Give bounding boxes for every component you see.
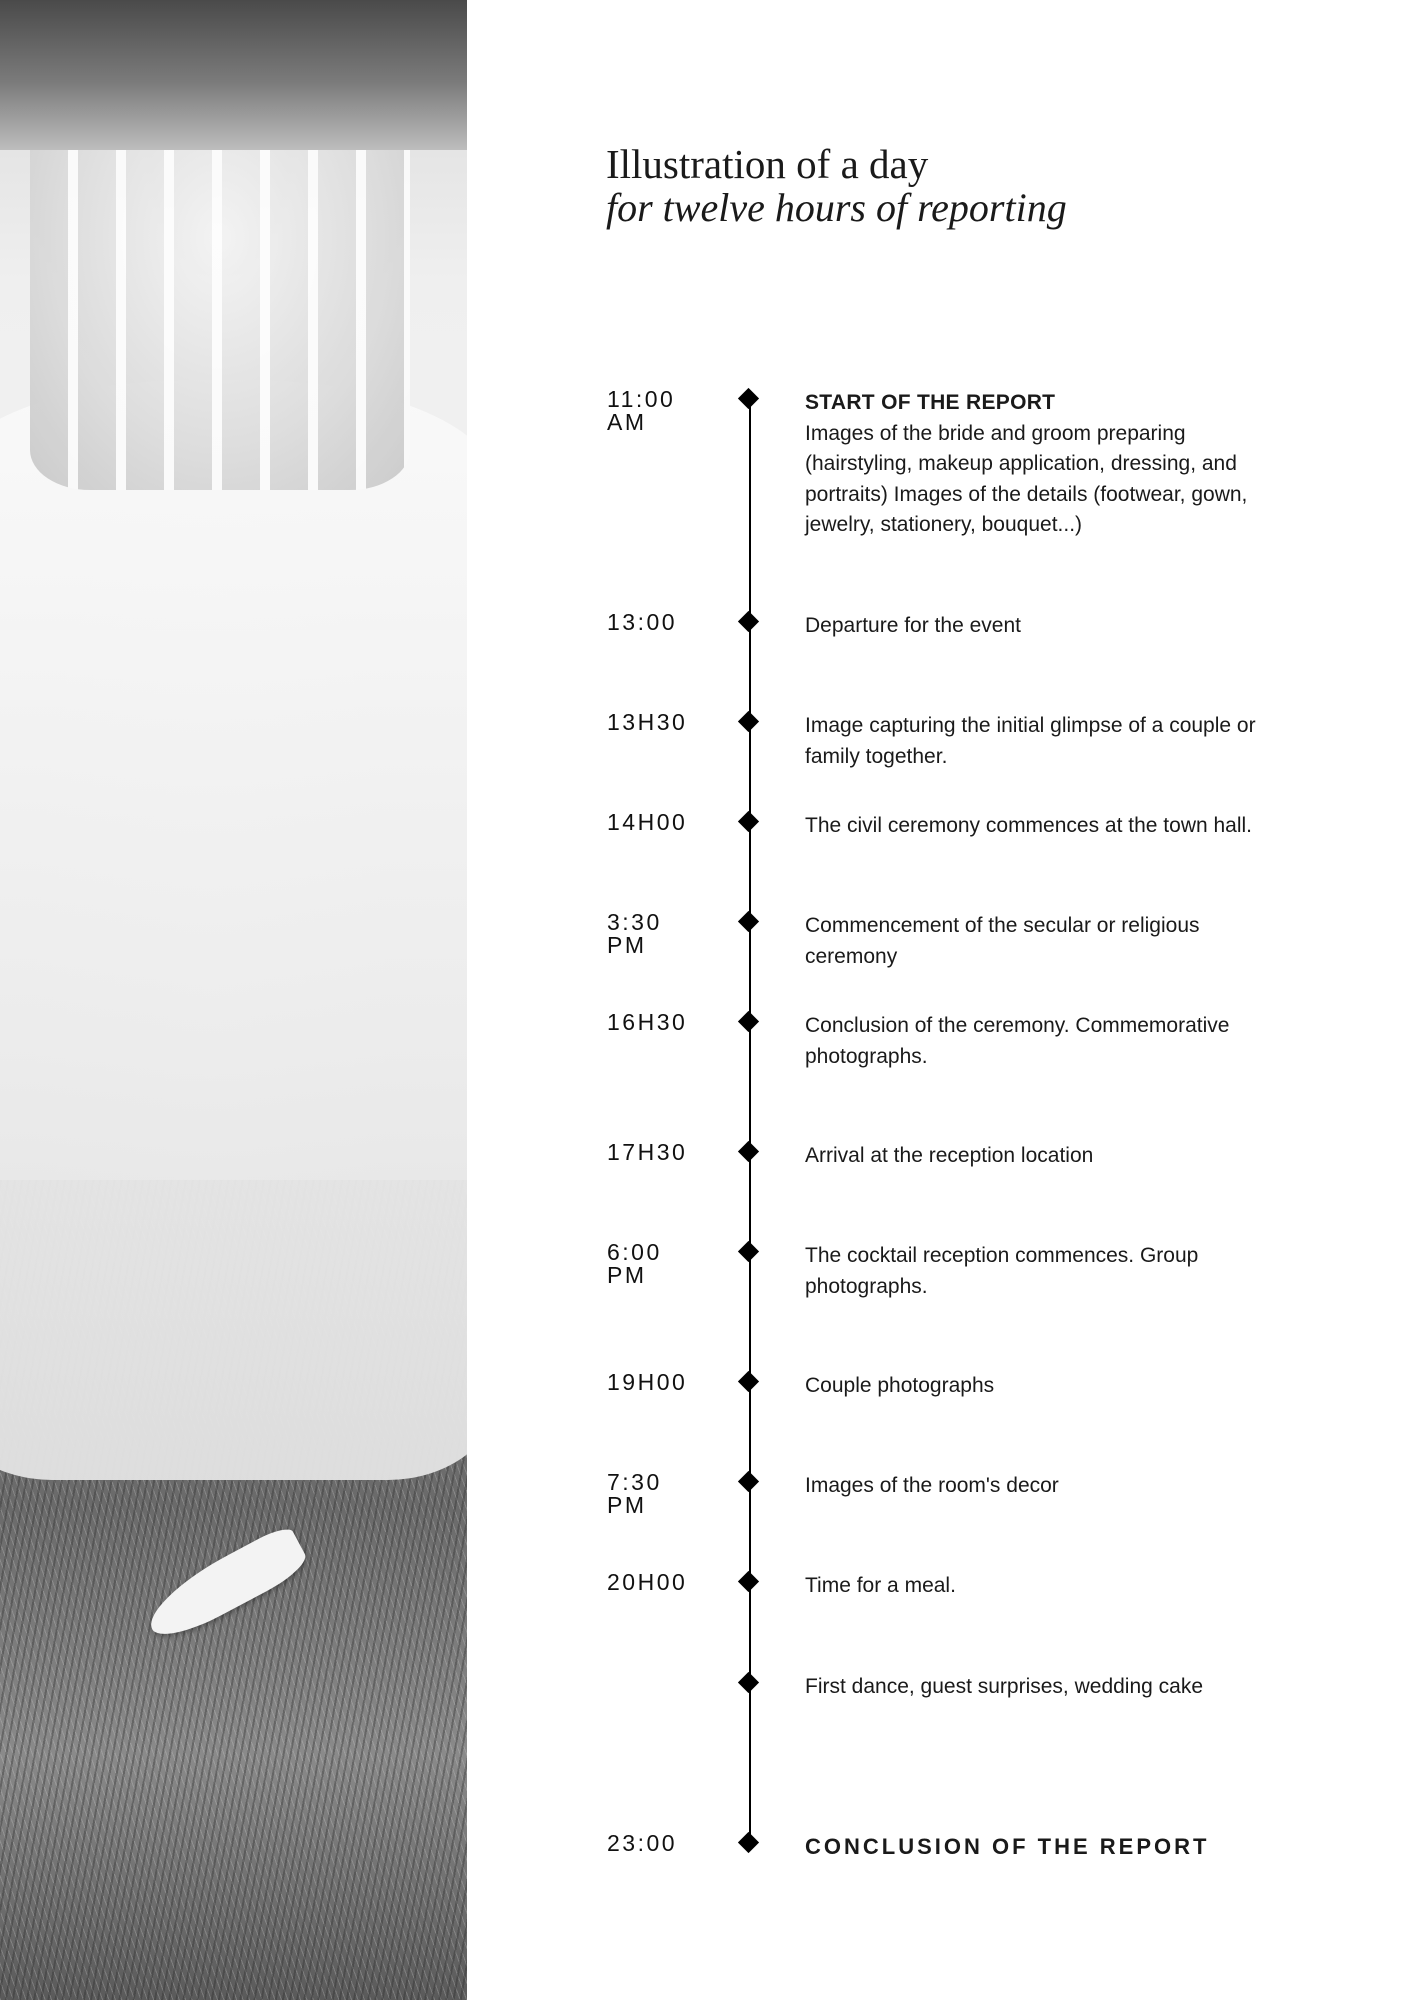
wedding-gown-skirt — [0, 380, 467, 1480]
timeline-description: Image capturing the initial glimpse of a couple or family together. — [805, 714, 1256, 768]
timeline-description: Departure for the event — [805, 614, 1021, 637]
timeline-time: 20H00 — [607, 1569, 688, 1595]
timeline-time: 6:00 PM — [607, 1239, 662, 1288]
bride-back — [0, 0, 467, 150]
timeline-time: 23:00 — [607, 1830, 678, 1856]
timeline-diamond-icon — [738, 1011, 759, 1032]
timeline-diamond-icon — [738, 811, 759, 832]
timeline-entry — [0, 1830, 1414, 1859]
timeline-diamond-icon — [738, 1241, 759, 1262]
timeline-text: Images of the bride and groom preparing (hairstyling, makeup application, dressing, and portraits) Images of the details (footwear, gown, jewelry, stationery, bouquet...) — [805, 421, 1248, 536]
timeline-diamond-icon — [738, 611, 759, 632]
timeline-diamond-icon — [738, 911, 759, 932]
timeline-diamond-icon — [738, 711, 759, 732]
timeline-time: 3:30 PM — [607, 909, 662, 958]
timeline-time: 16H30 — [607, 1009, 688, 1035]
timeline-time: 11:00 AM — [607, 386, 676, 435]
timeline-diamond-icon — [738, 388, 759, 409]
timeline-entry — [0, 1469, 1414, 1518]
page-title: Illustration of a day — [606, 141, 929, 187]
timeline-description: Couple photographs — [805, 1374, 995, 1397]
timeline-description: Time for a meal. — [805, 1574, 956, 1597]
timeline-time: 13:00 — [607, 609, 678, 635]
timeline-description: Commencement of the secular or religious ceremony — [805, 914, 1200, 968]
timeline-diamond-icon — [738, 1832, 759, 1853]
timeline-time: 13H30 — [607, 709, 688, 735]
timeline-diamond-icon — [738, 1471, 759, 1492]
timeline-diamond-icon — [738, 1672, 759, 1693]
timeline-diamond-icon — [738, 1371, 759, 1392]
timeline-time: 17H30 — [607, 1139, 688, 1165]
page-subtitle: for twelve hours of reporting — [606, 185, 1067, 230]
timeline-entry — [0, 1675, 1414, 1698]
timeline-diamond-icon — [738, 1141, 759, 1162]
timeline-time: 7:30 PM — [607, 1469, 662, 1518]
timeline-diamond-icon — [738, 1571, 759, 1592]
bride-dress-photo — [0, 0, 467, 2000]
timeline-heading: START OF THE REPORT — [805, 391, 1056, 414]
timeline-description: The cocktail reception commences. Group photographs. — [805, 1244, 1199, 1298]
timeline-description: Conclusion of the ceremony. Commemorative photographs. — [805, 1014, 1230, 1068]
timeline-description: First dance, guest surprises, wedding cake — [805, 1675, 1204, 1698]
timeline-description: Arrival at the reception location — [805, 1144, 1094, 1167]
timeline-final-heading: CONCLUSION OF THE REPORT — [805, 1834, 1210, 1859]
timeline-description — [805, 388, 1285, 541]
timeline-description: Images of the room's decor — [805, 1474, 1059, 1497]
timeline-time: 19H00 — [607, 1369, 688, 1395]
timeline-time: 14H00 — [607, 809, 688, 835]
timeline-description: The civil ceremony commences at the town hall. — [805, 814, 1253, 837]
